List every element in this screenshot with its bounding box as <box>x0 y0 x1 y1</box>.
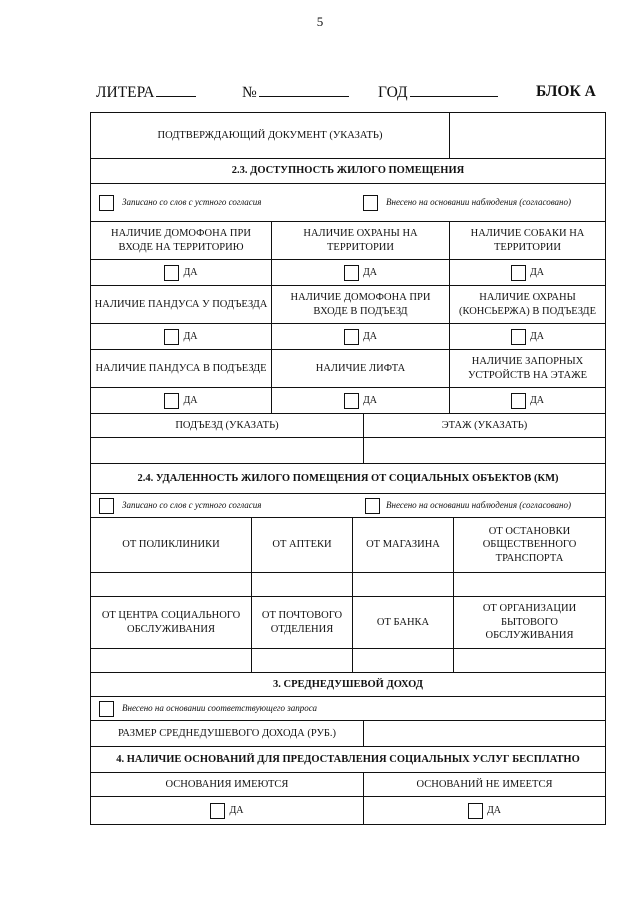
guard-territory-checkbox[interactable] <box>344 265 359 281</box>
access-row-3-checks <box>91 387 605 413</box>
floor-locks-label: НАЛИЧИЕ ЗАПОРНЫХ УСТРОЙСТВ НА ЭТАЖЕ <box>449 350 605 387</box>
transport-distance-label: ОТ ОСТАНОВКИ ОБЩЕСТВЕННОГО ТРАНСПОРТА <box>453 518 605 572</box>
source-oral-checkbox-2[interactable] <box>99 498 114 514</box>
guard-territory-yes: ДА <box>271 260 449 285</box>
shop-distance-input[interactable] <box>352 573 453 596</box>
page-number: 5 <box>316 14 324 29</box>
source-observation-checkbox-2[interactable] <box>365 498 380 514</box>
transport-distance-input[interactable] <box>453 573 605 596</box>
post-office-distance-input[interactable] <box>251 649 352 672</box>
access-row-2-labels <box>91 285 605 323</box>
income-input[interactable] <box>363 721 605 746</box>
source-oral-label-2: Записано со слов с устного согласия <box>122 499 262 510</box>
ramp-inside-checkbox[interactable] <box>164 393 179 409</box>
source-request-option <box>91 697 605 720</box>
income-row <box>91 720 605 746</box>
section-2-4-title: 2.4. УДАЛЕННОСТЬ ЖИЛОГО ПОМЕЩЕНИЯ ОТ СОЦИАЛЬНЫХ ОБЪЕКТОВ (КМ) <box>137 472 559 484</box>
section-2-4-source-row <box>91 493 605 517</box>
form-table <box>90 112 606 825</box>
elevator-checkbox[interactable] <box>344 393 359 409</box>
concierge-entrance-checkbox[interactable] <box>511 329 526 345</box>
distance-row-1-labels <box>91 517 605 572</box>
source-oral-option <box>91 184 355 221</box>
grounds-absent-yes: ДА <box>363 797 605 824</box>
ramp-entrance-checkbox[interactable] <box>164 329 179 345</box>
grounds-exist-label: ОСНОВАНИЯ ИМЕЮТСЯ <box>165 778 289 790</box>
shop-distance-label: ОТ МАГАЗИНА <box>352 518 453 572</box>
entrance-label: ПОДЪЕЗД (УКАЗАТЬ) <box>175 419 279 431</box>
intercom-territory-yes: ДА <box>91 260 271 285</box>
section-3-source-row <box>91 696 605 720</box>
intercom-territory-label: НАЛИЧИЕ ДОМОФОНА ПРИ ВХОДЕ НА ТЕРРИТОРИЮ <box>111 227 251 253</box>
floor-input[interactable] <box>363 438 605 463</box>
post-office-distance-label: ОТ ПОЧТОВОГО ОТДЕЛЕНИЯ <box>251 597 352 648</box>
year-input[interactable] <box>410 83 498 97</box>
year-label: ГОД <box>378 84 408 101</box>
source-oral-option-2 <box>91 494 357 517</box>
distance-row-2-inputs <box>91 648 605 672</box>
ramp-entrance-yes: ДА <box>91 324 271 349</box>
litera-field <box>96 83 196 102</box>
concierge-entrance-yes: ДА <box>449 324 605 349</box>
access-row-1-checks <box>91 259 605 285</box>
grounds-exist-checkbox[interactable] <box>210 803 225 819</box>
grounds-labels <box>91 772 605 796</box>
services-distance-input[interactable] <box>453 649 605 672</box>
number-label: № <box>242 84 257 101</box>
intercom-entrance-checkbox[interactable] <box>344 329 359 345</box>
section-4-header <box>91 746 605 772</box>
bank-distance-label: ОТ БАНКА <box>352 597 453 648</box>
floor-label: ЭТАЖ (УКАЗАТЬ) <box>363 414 605 437</box>
services-distance-label: ОТ ОРГАНИЗАЦИИ БЫТОВОГО ОБСЛУЖИВАНИЯ <box>453 597 605 648</box>
grounds-absent-checkbox[interactable] <box>468 803 483 819</box>
grounds-checks <box>91 796 605 824</box>
ramp-entrance-label: НАЛИЧИЕ ПАНДУСА У ПОДЪЕЗДА <box>94 298 268 310</box>
section-3-title: 3. СРЕДНЕДУШЕВОЙ ДОХОД <box>273 678 423 690</box>
source-observation-checkbox[interactable] <box>363 195 378 211</box>
social-center-distance-label: ОТ ЦЕНТРА СОЦИАЛЬНОГО ОБСЛУЖИВАНИЯ <box>101 609 241 635</box>
block-label: БЛОК А <box>536 83 596 100</box>
distance-row-2-labels <box>91 596 605 648</box>
section-4-title: 4. НАЛИЧИЕ ОСНОВАНИЙ ДЛЯ ПРЕДОСТАВЛЕНИЯ СОЦИАЛЬНЫХ УСЛУГ БЕСПЛАТНО <box>116 753 580 765</box>
litera-input[interactable] <box>156 83 196 97</box>
ramp-inside-yes: ДА <box>91 388 271 413</box>
guard-territory-label: НАЛИЧИЕ ОХРАНЫ НА ТЕРРИТОРИИ <box>271 222 449 259</box>
section-2-3-source-row <box>91 183 605 221</box>
intercom-entrance-label: НАЛИЧИЕ ДОМОФОНА ПРИ ВХОДЕ В ПОДЪЕЗД <box>271 286 449 323</box>
dog-territory-yes: ДА <box>449 260 605 285</box>
source-oral-checkbox[interactable] <box>99 195 114 211</box>
clinic-distance-input[interactable] <box>91 573 251 596</box>
section-2-3-title: 2.3. ДОСТУПНОСТЬ ЖИЛОГО ПОМЕЩЕНИЯ <box>231 165 465 177</box>
year-field <box>378 83 498 102</box>
source-observation-option-2 <box>357 494 605 517</box>
dog-territory-label: НАЛИЧИЕ СОБАКИ НА ТЕРРИТОРИИ <box>449 222 605 259</box>
litera-label: ЛИТЕРА <box>96 84 155 101</box>
section-3-header <box>91 672 605 696</box>
clinic-distance-label: ОТ ПОЛИКЛИНИКИ <box>122 539 220 551</box>
access-row-1-labels <box>91 221 605 259</box>
distance-row-1-inputs <box>91 572 605 596</box>
number-input[interactable] <box>259 83 349 97</box>
source-request-label: Внесено на основании соответствующего запроса <box>122 702 317 713</box>
source-observation-label-2: Внесено на основании наблюдения (согласовано) <box>386 499 572 510</box>
source-observation-option <box>355 184 605 221</box>
confirm-doc-input[interactable] <box>449 113 605 158</box>
confirm-doc-row <box>91 113 605 158</box>
elevator-label: НАЛИЧИЕ ЛИФТА <box>271 350 449 387</box>
intercom-entrance-yes: ДА <box>271 324 449 349</box>
access-row-3-labels <box>91 349 605 387</box>
section-2-3-header <box>91 158 605 183</box>
source-oral-label: Записано со слов с устного согласия <box>122 196 262 207</box>
entrance-floor-inputs <box>91 437 605 463</box>
concierge-entrance-label: НАЛИЧИЕ ОХРАНЫ (КОНСЬЕРЖА) В ПОДЪЕЗДЕ <box>449 286 605 323</box>
floor-locks-yes: ДА <box>449 388 605 413</box>
access-row-2-checks <box>91 323 605 349</box>
dog-territory-checkbox[interactable] <box>511 265 526 281</box>
income-label: РАЗМЕР СРЕДНЕДУШЕВОГО ДОХОДА (РУБ.) <box>117 727 337 739</box>
entrance-input[interactable] <box>91 438 363 463</box>
section-2-4-header <box>91 463 605 493</box>
source-request-checkbox[interactable] <box>99 701 114 717</box>
entrance-floor-labels <box>91 413 605 437</box>
floor-locks-checkbox[interactable] <box>511 393 526 409</box>
source-observation-label: Внесено на основании наблюдения (согласовано) <box>386 196 572 207</box>
confirm-doc-label: ПОДТВЕРЖДАЮЩИЙ ДОКУМЕНТ (УКАЗАТЬ) <box>157 129 383 141</box>
grounds-exist-yes: ДА <box>91 797 363 824</box>
bank-distance-input[interactable] <box>352 649 453 672</box>
pharmacy-distance-label: ОТ АПТЕКИ <box>251 518 352 572</box>
intercom-territory-checkbox[interactable] <box>164 265 179 281</box>
grounds-absent-label: ОСНОВАНИЙ НЕ ИМЕЕТСЯ <box>363 773 605 796</box>
pharmacy-distance-input[interactable] <box>251 573 352 596</box>
social-center-distance-input[interactable] <box>91 649 251 672</box>
elevator-yes: ДА <box>271 388 449 413</box>
ramp-inside-label: НАЛИЧИЕ ПАНДУСА В ПОДЪЕЗДЕ <box>95 362 267 374</box>
number-field <box>242 83 349 102</box>
